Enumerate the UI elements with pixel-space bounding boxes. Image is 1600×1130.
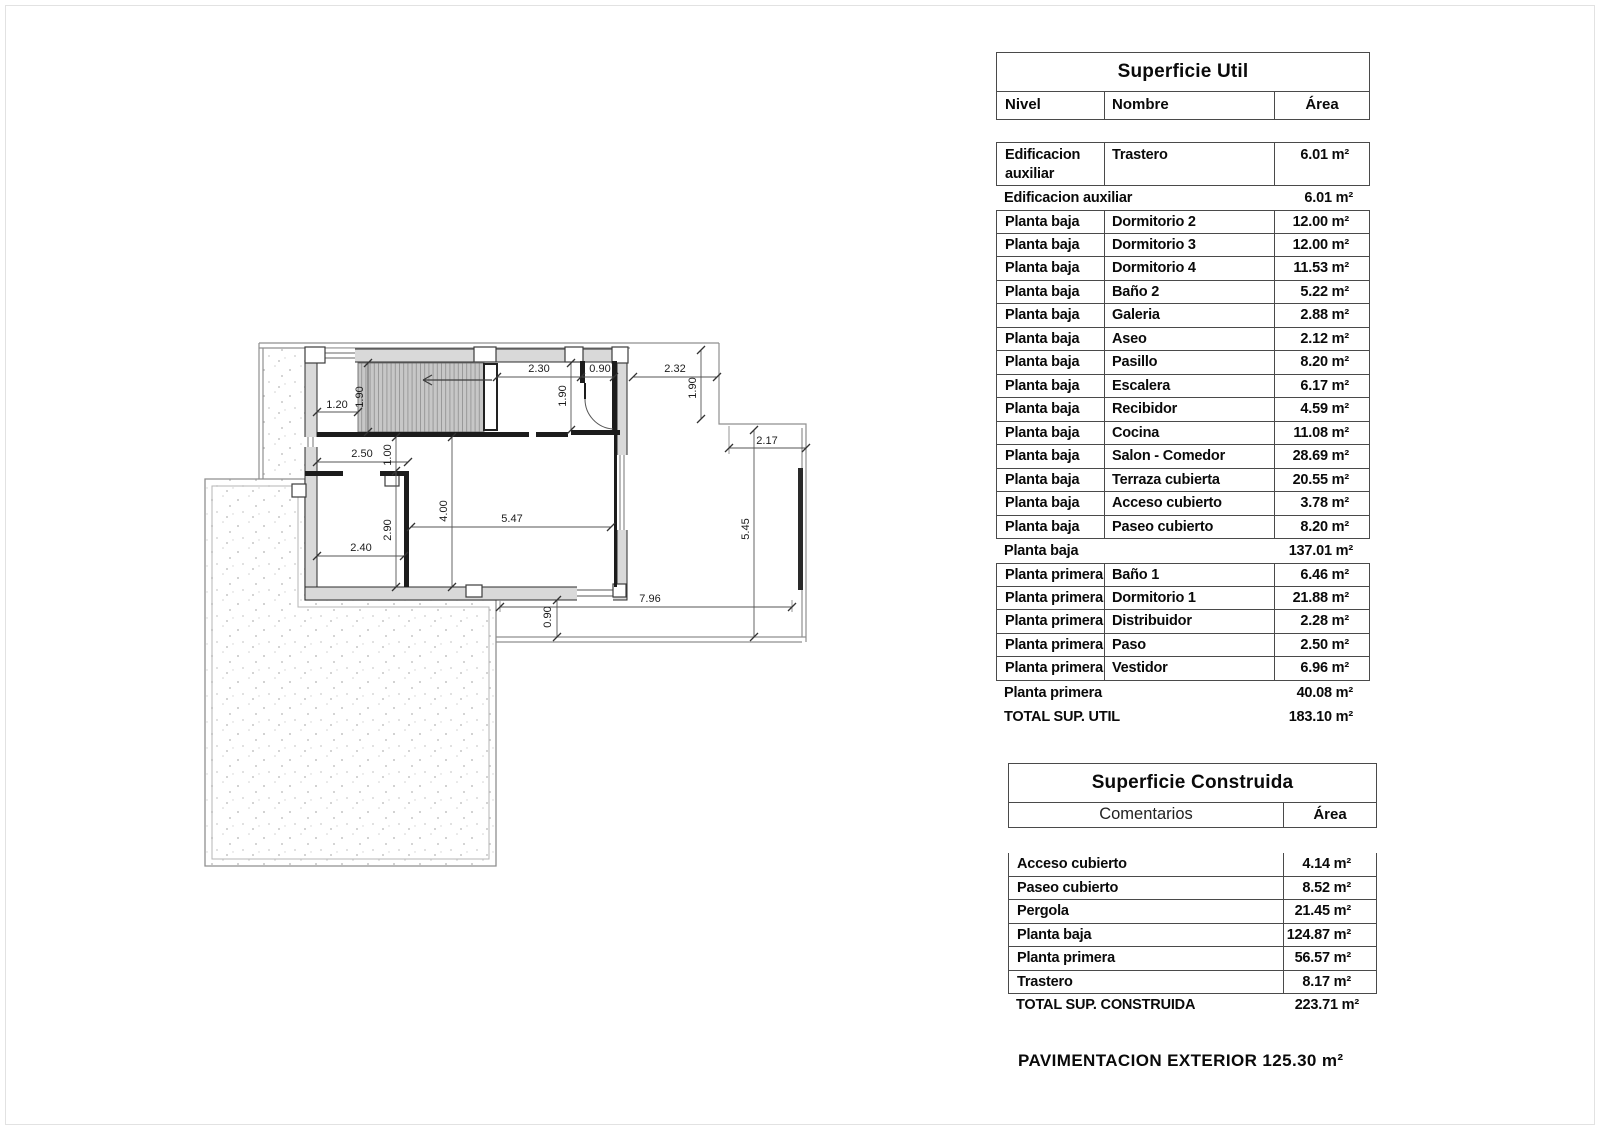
cell-nombre: Pasillo (1104, 351, 1274, 374)
cell-area: 2.88 m² (1274, 304, 1369, 327)
table-row (996, 634, 1370, 658)
entry-wall (580, 361, 585, 383)
cell-area: 8.52 m² (1283, 877, 1376, 900)
table-row (996, 281, 1370, 305)
cell-comentario: Pergola (1017, 903, 1069, 919)
table-row (996, 142, 1370, 186)
cell-area: 12.00 m² (1274, 234, 1369, 257)
cell-area: 4.14 m² (1283, 853, 1376, 876)
pillar (466, 585, 482, 597)
pillar (474, 347, 496, 362)
cell-area: 4.59 m² (1274, 398, 1369, 421)
entry-door (585, 383, 613, 429)
cell-nombre: Baño 1 (1104, 564, 1274, 586)
table-row (996, 445, 1370, 469)
pillar (292, 484, 306, 497)
table-row (996, 657, 1370, 681)
table-row (996, 422, 1370, 446)
table-row (1008, 900, 1377, 924)
table-row (996, 304, 1370, 328)
subtotal-row (996, 681, 1370, 705)
door-swing-arc (585, 399, 613, 429)
cell-area: 21.45 m² (1283, 900, 1376, 923)
dim-label: 1.90 (557, 385, 569, 407)
table-row (996, 469, 1370, 493)
dim-label: 2.50 (351, 448, 373, 460)
cell-nivel: Planta primera (1005, 567, 1103, 583)
dim-label: 5.45 (740, 518, 752, 540)
util-table-title: Superficie Util (996, 52, 1370, 92)
extension-lines (500, 426, 806, 612)
table-row (996, 516, 1370, 540)
dim-label: 2.32 (664, 363, 686, 375)
cell-nivel: Planta baja (1005, 377, 1080, 394)
cell-nivel: Planta baja (1005, 307, 1080, 323)
cell-nivel: Planta baja (1005, 471, 1080, 488)
table-spacer (996, 120, 1370, 142)
subtotal-row (996, 539, 1370, 563)
cell-nombre: Baño 2 (1104, 281, 1274, 304)
table-row (1008, 877, 1377, 901)
table-row (996, 563, 1370, 587)
cell-nombre: Terraza cubierta (1104, 469, 1274, 492)
util-table-body (996, 142, 1370, 729)
top-window (323, 349, 355, 363)
cell-nombre: Aseo (1104, 328, 1274, 351)
stair-wall (484, 364, 497, 430)
subtotal-row (996, 186, 1370, 210)
subtotal-area: 6.01 m² (1304, 190, 1353, 206)
total-label: TOTAL SUP. CONSTRUIDA (1016, 997, 1196, 1013)
dim-label: 1.20 (326, 399, 348, 411)
total-row (1008, 994, 1377, 1017)
subtotal-area: 40.08 m² (1296, 684, 1353, 701)
cell-area: 6.01 m² (1274, 143, 1369, 185)
staircase (358, 363, 497, 432)
left-window (304, 437, 318, 447)
cell-comentario: Paseo cubierto (1017, 879, 1119, 896)
column-header-nombre: Nombre (1104, 92, 1274, 119)
subtotal-label: Planta baja (1004, 543, 1079, 559)
cell-area: 8.20 m² (1274, 516, 1369, 539)
cell-comentario: Trastero (1017, 973, 1073, 990)
pavimentacion-exterior-note: PAVIMENTACION EXTERIOR 125.30 m² (1018, 1051, 1344, 1070)
subtotal-label: Planta primera (1004, 684, 1102, 701)
cell-nombre: Recibidor (1104, 398, 1274, 421)
column-header-comentarios: Comentarios (1099, 805, 1193, 823)
construida-table-title: Superficie Construida (1008, 763, 1377, 803)
cell-area: 8.20 m² (1274, 351, 1369, 374)
dim-label: 1.90 (687, 377, 699, 399)
table-row (996, 587, 1370, 611)
divider-wall (612, 361, 617, 431)
bottom-glass-door (577, 586, 613, 601)
cell-nombre: Paseo cubierto (1104, 516, 1274, 539)
dim-label: 7.96 (639, 593, 661, 605)
cell-area: 56.57 m² (1283, 947, 1376, 970)
cell-comentario: Planta baja (1017, 926, 1092, 943)
cell-nombre: Dormitorio 2 (1104, 211, 1274, 233)
living-right-wall (614, 431, 617, 587)
column-header-area: Área (1274, 92, 1369, 119)
column-header-area: Área (1283, 803, 1376, 827)
room-wall (305, 471, 343, 476)
right-window (616, 455, 628, 530)
table-row (1008, 924, 1377, 948)
table-row (996, 610, 1370, 634)
total-label: TOTAL SUP. UTIL (1004, 708, 1120, 725)
cell-area: 6.96 m² (1274, 657, 1369, 680)
table-row (996, 492, 1370, 516)
cell-area: 2.28 m² (1274, 610, 1369, 633)
subtotal-label: Edificacion auxiliar (1004, 190, 1133, 206)
cell-nombre: Dormitorio 3 (1104, 234, 1274, 257)
pergola-edge (798, 468, 803, 590)
column-header-nivel: Nivel (1005, 96, 1041, 113)
cell-nombre: Galeria (1104, 304, 1274, 327)
total-area: 183.10 m² (1288, 708, 1353, 725)
dim-label: 0.90 (589, 363, 611, 375)
cell-nivel: Planta baja (1005, 424, 1080, 441)
table-row (996, 328, 1370, 352)
cell-area: 6.46 m² (1274, 564, 1369, 586)
pillar (305, 347, 325, 363)
cell-nivel: Planta baja (1005, 495, 1080, 511)
side-strip (263, 349, 305, 479)
hall-wall (317, 432, 529, 437)
table-row (996, 398, 1370, 422)
cell-nivel: Planta primera (1005, 613, 1103, 629)
dim-label: 2.90 (382, 519, 394, 541)
cell-area: 3.78 m² (1274, 492, 1369, 515)
superficie-util-table (996, 52, 1370, 729)
table-row (1008, 853, 1377, 877)
dim-label: 2.30 (528, 363, 550, 375)
cell-nombre: Salon - Comedor (1104, 445, 1274, 468)
table-row (996, 257, 1370, 281)
cell-nombre: Distribuidor (1104, 610, 1274, 633)
construida-table-header (1008, 803, 1377, 828)
cell-nivel: Planta baja (1005, 330, 1080, 347)
total-row (996, 705, 1370, 729)
cell-comentario: Planta primera (1017, 950, 1115, 966)
cell-nombre: Acceso cubierto (1104, 492, 1274, 515)
cell-area: 8.17 m² (1283, 971, 1376, 994)
cell-nivel: Planta baja (1005, 214, 1080, 230)
cell-area: 28.69 m² (1274, 445, 1369, 468)
cell-nivel: Planta baja (1005, 283, 1080, 300)
cell-nivel: Edificacion auxiliar (1005, 147, 1081, 182)
floor-plan (195, 335, 820, 880)
cell-area: 5.22 m² (1274, 281, 1369, 304)
cell-nivel: Planta baja (1005, 260, 1080, 276)
cell-nivel: Planta baja (1005, 518, 1080, 535)
util-table-header (996, 92, 1370, 120)
cell-nivel: Planta primera (1005, 660, 1103, 676)
cell-area: 11.08 m² (1274, 422, 1369, 445)
superficie-construida-table (1008, 763, 1377, 1017)
table-row (996, 375, 1370, 399)
exterior-paving (205, 343, 806, 866)
cell-area: 124.87 m² (1283, 924, 1376, 947)
cell-nombre: Trastero (1104, 143, 1274, 185)
table-row (996, 234, 1370, 258)
cell-area: 2.12 m² (1274, 328, 1369, 351)
cell-nombre: Cocina (1104, 422, 1274, 445)
cell-area: 2.50 m² (1274, 634, 1369, 657)
subtotal-area: 137.01 m² (1288, 543, 1353, 559)
cell-area: 6.17 m² (1274, 375, 1369, 398)
dim-label: 2.40 (350, 542, 372, 554)
hall-wall (536, 432, 568, 437)
cell-nombre: Escalera (1104, 375, 1274, 398)
dim-label: 2.17 (756, 435, 778, 447)
cell-nivel: Planta baja (1005, 448, 1080, 464)
construida-table-body (1008, 853, 1377, 1017)
dim-label: 0.90 (542, 606, 554, 628)
table-row (996, 351, 1370, 375)
table-row (1008, 947, 1377, 971)
cell-nombre: Dormitorio 4 (1104, 257, 1274, 280)
cell-nombre: Vestidor (1104, 657, 1274, 680)
cell-nivel: Planta primera (1005, 636, 1103, 653)
cell-area: 21.88 m² (1274, 587, 1369, 610)
dim-label: 5.47 (501, 513, 523, 525)
stair-treads (358, 363, 484, 432)
cell-nivel: Planta baja (1005, 354, 1080, 370)
cell-nivel: Planta primera (1005, 589, 1103, 606)
cell-area: 20.55 m² (1274, 469, 1369, 492)
cell-area: 11.53 m² (1274, 257, 1369, 280)
cell-nombre: Dormitorio 1 (1104, 587, 1274, 610)
pillar (612, 347, 628, 363)
cell-nivel: Planta baja (1005, 401, 1080, 417)
table-row (1008, 971, 1377, 995)
cell-comentario: Acceso cubierto (1017, 856, 1127, 872)
cell-area: 12.00 m² (1274, 211, 1369, 233)
cell-nombre: Paso (1104, 634, 1274, 657)
cell-nivel: Planta baja (1005, 236, 1080, 253)
dim-label: 1.90 (354, 386, 366, 408)
table-row (996, 210, 1370, 234)
table-spacer (1008, 828, 1377, 853)
dim-label: 4.00 (438, 500, 450, 522)
total-area: 223.71 m² (1294, 997, 1359, 1013)
dim-label: 1.00 (382, 444, 394, 466)
